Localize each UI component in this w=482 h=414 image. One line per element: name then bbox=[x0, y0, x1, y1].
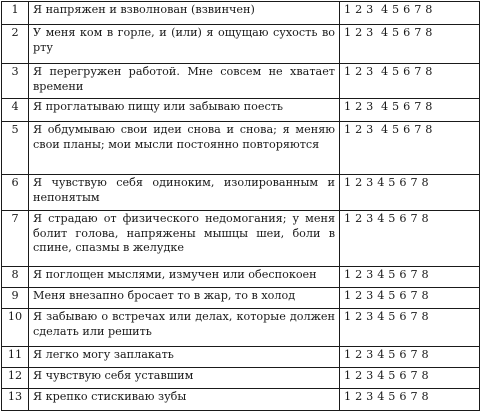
row-number: 12 bbox=[2, 368, 29, 389]
row-number: 4 bbox=[2, 99, 29, 122]
table-row bbox=[2, 175, 480, 211]
table-row bbox=[2, 2, 480, 25]
rating-scale: 1 2 3 4 5 6 7 8 bbox=[340, 389, 480, 411]
rating-scale: 1 2 3 4 5 6 7 8 bbox=[340, 64, 480, 99]
rating-scale: 1 2 3 4 5 6 7 8 bbox=[340, 309, 480, 347]
statement-text: Я крепко стискиваю зубы bbox=[29, 389, 340, 411]
rating-scale: 1 2 3 4 5 6 7 8 bbox=[340, 122, 480, 175]
statement-text: Я чувствую себя уставшим bbox=[29, 368, 340, 389]
rating-scale: 1 2 3 4 5 6 7 8 bbox=[340, 99, 480, 122]
row-number: 8 bbox=[2, 267, 29, 288]
rating-scale: 1 2 3 4 5 6 7 8 bbox=[340, 267, 480, 288]
rating-scale: 1 2 3 4 5 6 7 8 bbox=[340, 175, 480, 211]
row-number: 7 bbox=[2, 211, 29, 267]
row-number: 1 bbox=[2, 2, 29, 25]
rating-scale: 1 2 3 4 5 6 7 8 bbox=[340, 288, 480, 309]
questionnaire-table bbox=[1, 1, 480, 411]
table-row bbox=[2, 288, 480, 309]
row-number: 6 bbox=[2, 175, 29, 211]
table-row bbox=[2, 211, 480, 267]
row-number: 2 bbox=[2, 25, 29, 64]
table-row bbox=[2, 309, 480, 347]
statement-text: Я забываю о встречах или делах, которые должен сделать или решить bbox=[29, 309, 340, 347]
rating-scale: 1 2 3 4 5 6 7 8 bbox=[340, 211, 480, 267]
row-number: 9 bbox=[2, 288, 29, 309]
row-number: 13 bbox=[2, 389, 29, 411]
rating-scale: 1 2 3 4 5 6 7 8 bbox=[340, 2, 480, 25]
questionnaire-body bbox=[2, 2, 480, 411]
statement-text: Меня внезапно бросает то в жар, то в холод bbox=[29, 288, 340, 309]
statement-text: Я перегружен работой. Мне совсем не хватает времени bbox=[29, 64, 340, 99]
table-row bbox=[2, 347, 480, 368]
row-number: 3 bbox=[2, 64, 29, 99]
table-row bbox=[2, 122, 480, 175]
rating-scale: 1 2 3 4 5 6 7 8 bbox=[340, 347, 480, 368]
table-row bbox=[2, 64, 480, 99]
rating-scale: 1 2 3 4 5 6 7 8 bbox=[340, 25, 480, 64]
statement-text: Я легко могу заплакать bbox=[29, 347, 340, 368]
table-row bbox=[2, 267, 480, 288]
table-row bbox=[2, 99, 480, 122]
row-number: 10 bbox=[2, 309, 29, 347]
table-row bbox=[2, 368, 480, 389]
statement-text: У меня ком в горле, и (или) я ощущаю сухость во рту bbox=[29, 25, 340, 64]
row-number: 11 bbox=[2, 347, 29, 368]
statement-text: Я проглатываю пищу или забываю поесть bbox=[29, 99, 340, 122]
table-row bbox=[2, 25, 480, 64]
statement-text: Я поглощен мыслями, измучен или обеспокоен bbox=[29, 267, 340, 288]
statement-text: Я напряжен и взволнован (взвинчен) bbox=[29, 2, 340, 25]
statement-text: Я страдаю от физического недомогания; у меня болит голова, напряжены мышцы шеи, боли в спине, спазмы в желудке bbox=[29, 211, 340, 267]
table-row bbox=[2, 389, 480, 411]
rating-scale: 1 2 3 4 5 6 7 8 bbox=[340, 368, 480, 389]
row-number: 5 bbox=[2, 122, 29, 175]
statement-text: Я обдумываю свои идеи снова и снова; я меняю свои планы; мои мысли постоянно повторяются bbox=[29, 122, 340, 175]
statement-text: Я чувствую себя одиноким, изолированным и непонятым bbox=[29, 175, 340, 211]
